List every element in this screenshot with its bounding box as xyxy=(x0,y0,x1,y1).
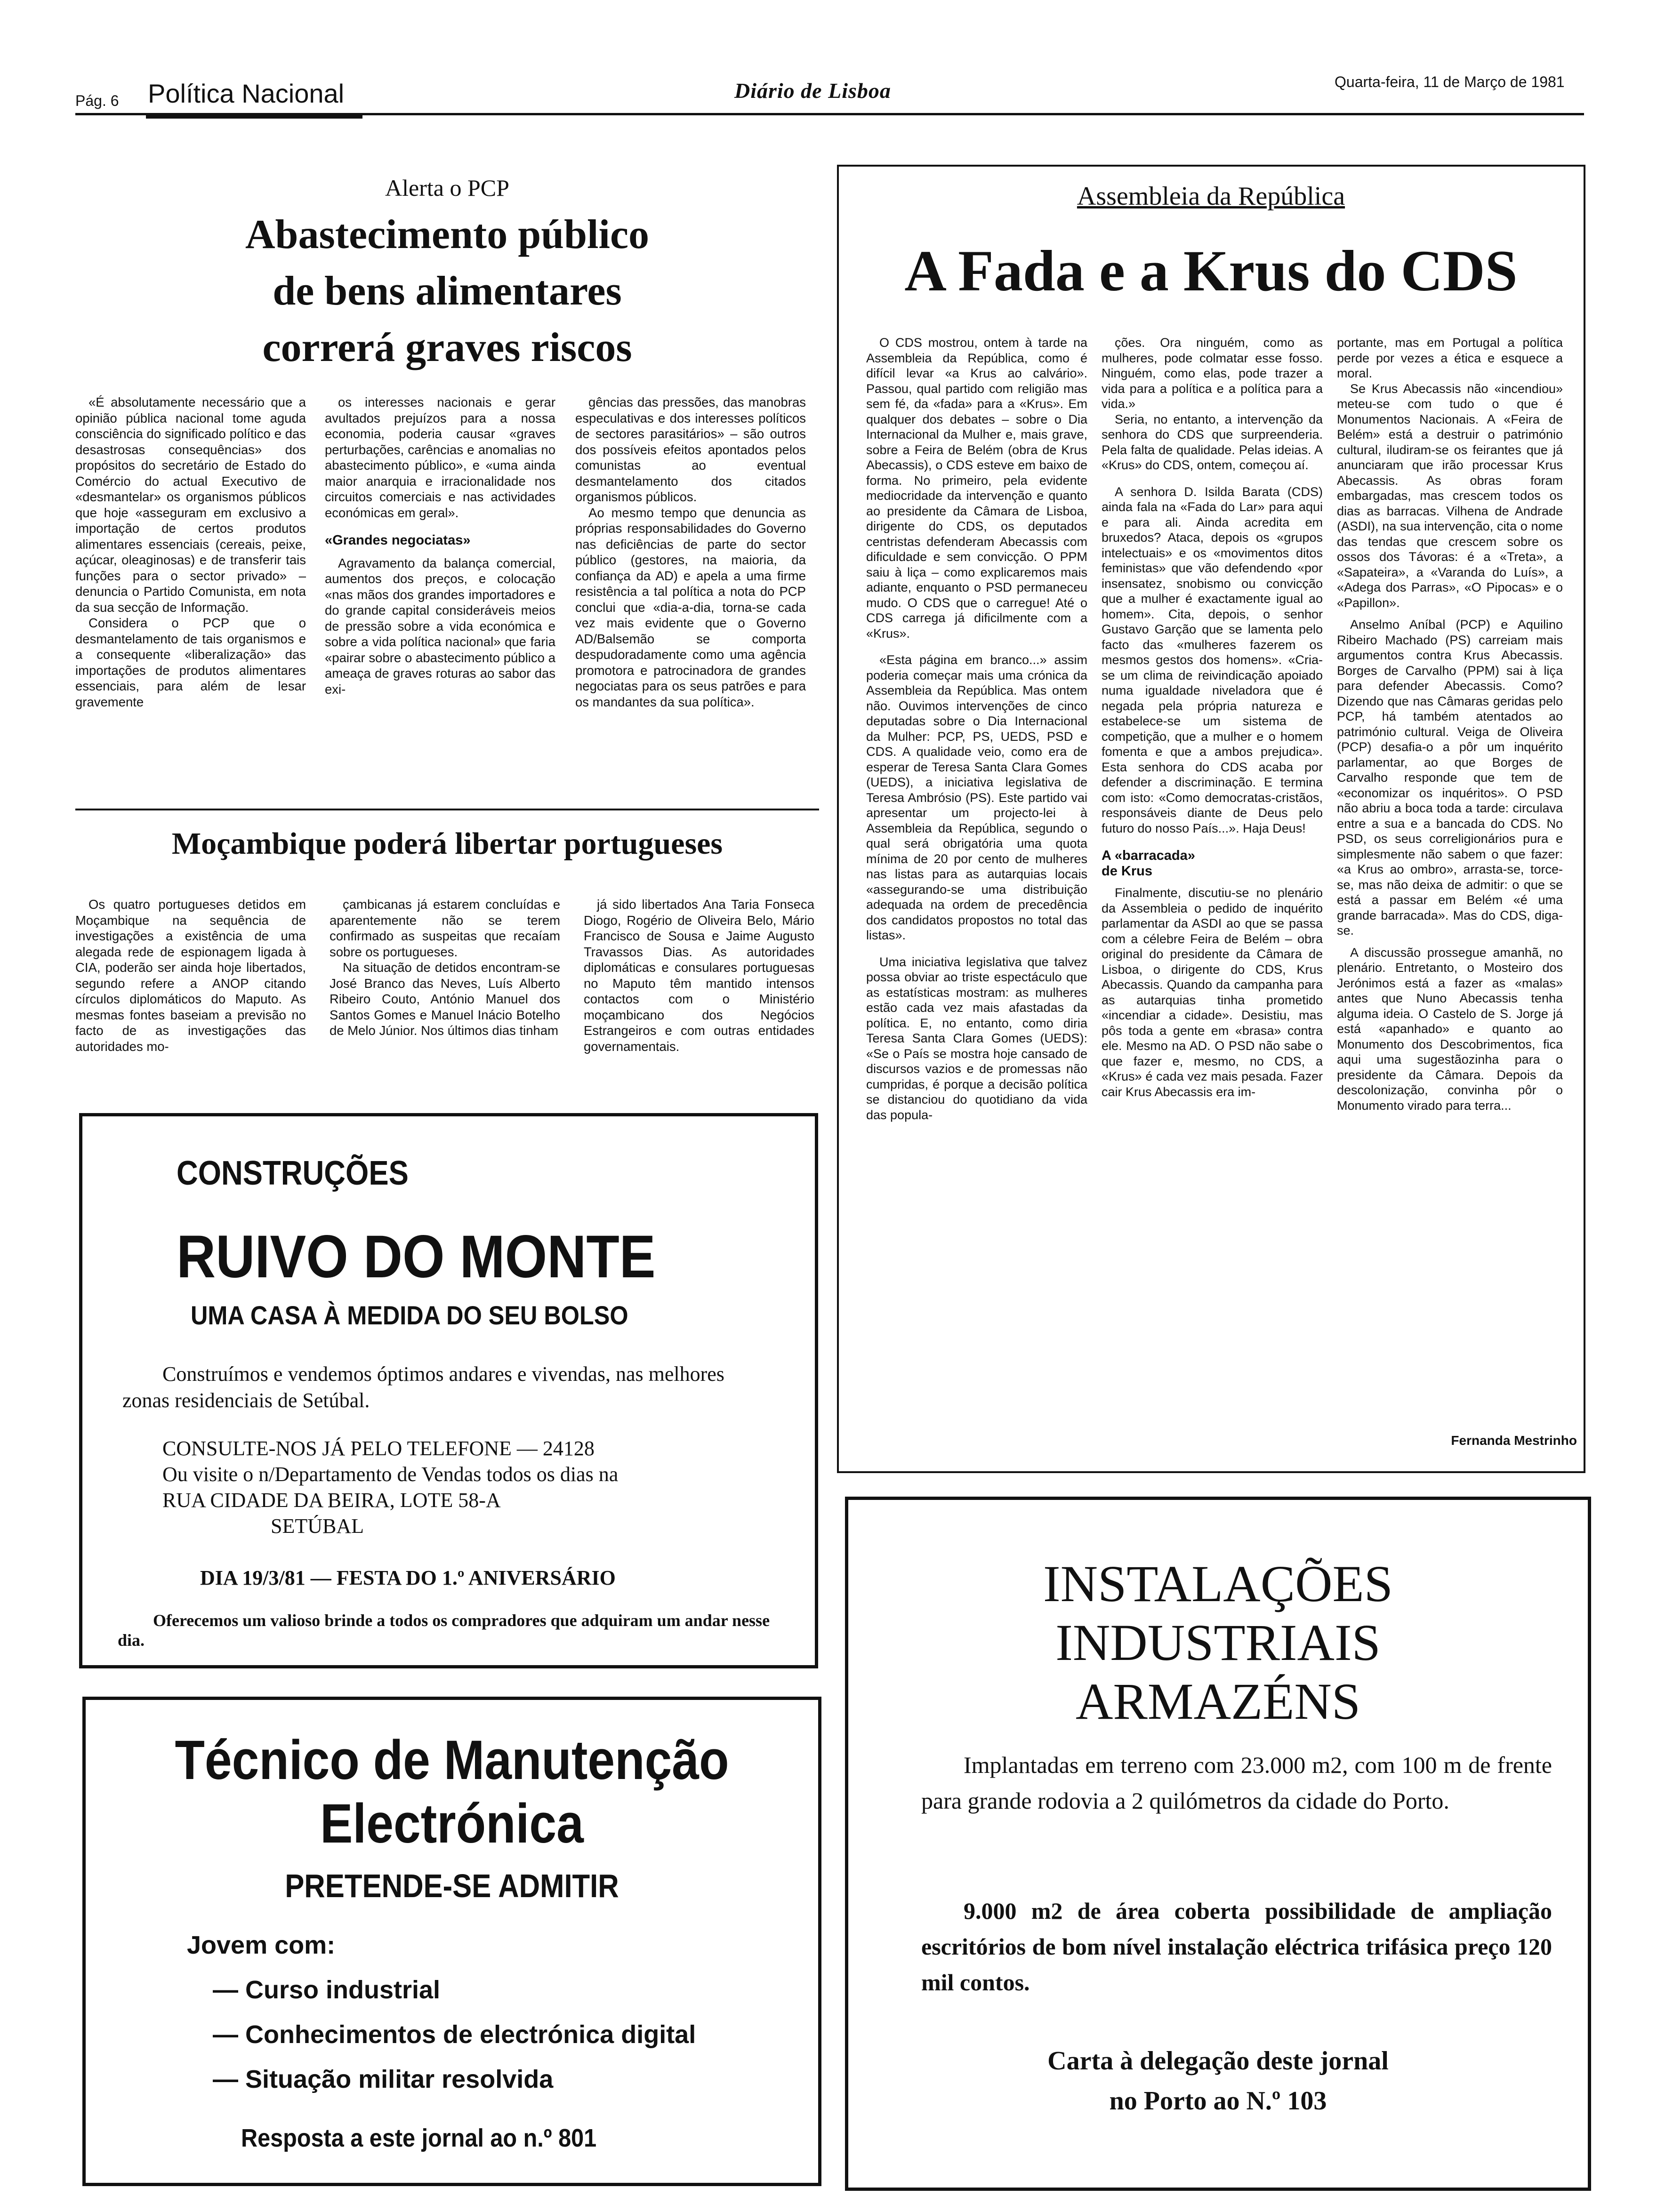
ad-ruivo-line-1: CONSTRUÇÕES xyxy=(177,1154,409,1192)
cds-column-1 xyxy=(866,335,1087,1122)
paragraph: O CDS mostrou, ontem à tarde na Assembleia da República, como é difícil levar «a Krus ao calvário». Passou, qual partido com religião mas sem fé, da «fada» para a «Krus». Em qualquer dos debates – sobre o Dia Internacional da Mulher e, mais grave, sobre a Feira de Belém (obra de Krus Abecassis), o CDS esteve em baixo de forma. No primeiro, pela evidente mediocridade da intervenção e quanto ao presidente da Câmara de Lisboa, dirigente do CDS, os deputados centristas defenderam Abecassis com dificuldade e sem convicção. O PPM saiu à liça – como explicaremos mais adiante, enquanto o PSD permaneceu mudo. O CDS que o carregue! Até o CDS carrega já dificilmente com a «Krus». xyxy=(866,336,1087,641)
mocambique-headline: Moçambique poderá libertar portugueses xyxy=(171,826,723,861)
ad-tecnico-manutencao xyxy=(82,1697,821,2186)
paragraph: Anselmo Aníbal (PCP) e Aquilino Ribeiro Machado (PS) carreiam mais argumentos contra Krus Abecassis. Borges de Carvalho (PPM) sai à liça para defender Abecassis. Como? Dizendo que nas Câmaras geridas pelo PCP, há também atentados ao património cultural. Veiga de Oliveira (PCP) desafia-o a pôr um inquérito parlamentar, ao que Borges de Carvalho responde que tem de «economizar os inquéritos». O PSD não abriu a boca toda a tarde: circulava entre a sua e a bancada do CDS. No PSD, os seus correligionários pura e simplesmente não sabem o que fazer: «a Krus ao ombro», arrasta-se, torce-se, mas não deixa de admitir: o que se está a passar em Belém «é uma grande barracada». Mas do CDS, diga-se. xyxy=(1337,617,1563,938)
mocambique-column-2 xyxy=(330,897,560,1039)
paragraph: Ao mesmo tempo que denuncia as próprias responsabilidades do Governo nas deficiências de parte do sector público (gestores, na maioria, da confiança da AD) e apela a uma firme resistência a tal política a nota do PCP conclui que «dia-a-dia, torna-se cada vez mais evidente que o Governo AD/Balsemão se comporta despudoradamente como uma agência promotora e patrocinadora de grandes negociatas para os seus patrões e para os mandantes da sua política». xyxy=(575,505,806,709)
ad-instalacoes-title-1: INSTALAÇÕES xyxy=(1043,1555,1393,1612)
pcp-subhead: «Grandes negociatas» xyxy=(325,533,471,548)
paragraph: portante, mas em Portugal a política perde por vezes a ética e esquece a moral. xyxy=(1337,336,1563,380)
paragraph: Se Krus Abecassis não «incendiou» meteu-se com tudo o que é Monumentos Nacionais. A «Feira de Belém» está a destruir o património cultural, iludiram-se os feirantes que já anunciaram que irão processar Krus Abecassis. As obras foram embargadas, mas crescem todos os dias as barracas. Vilhena de Andrade (ASDI), na sua intervenção, cita o nome das tendas que crescem sobre os ossos dos Távoras: é a «Treta», a «Sapateira», a «Varanda do Luís», a «Adega dos Parras», «O Pipocas» e o «Papillon». xyxy=(1337,381,1563,610)
ad-ruivo-line-2: RUIVO DO MONTE xyxy=(177,1223,656,1290)
ad-tecnico-reply: Resposta a este jornal ao n.º 801 xyxy=(241,2124,597,2152)
ad-instalacoes-title-2: INDUSTRIAIS xyxy=(1055,1614,1381,1671)
ad-instalacoes-body-1: Implantadas em terreno com 23.000 m2, com 100 m de frente para grande rodovia a 2 quilómetros da cidade do Porto. xyxy=(921,1752,1552,1814)
ad-tecnico-req-3: — Situação militar resolvida xyxy=(213,2065,554,2093)
paragraph: «É absolutamente necessário que a opinião pública nacional tome aguda consciência do significado político e das desastrosas consequências» dos propósitos do secretário de Estado do Comércio do actual Executivo de «desmantelar» os organismos públicos que hoje «asseguram em exclusivo a importação de certos produtos alimentares essenciais (cereais, peixe, açúcar, oleaginosas) e de transferir tais funções para o sector privado» – denuncia o Partido Comunista, em nota da sua secção de Informação. xyxy=(75,395,306,615)
cds-subhead-line-2: de Krus xyxy=(1102,863,1152,879)
pcp-column-2 xyxy=(325,394,555,697)
cds-kicker: Assembleia da República xyxy=(1077,182,1345,211)
ad-tecnico-req-intro: Jovem com: xyxy=(187,1931,336,1959)
cds-byline: Fernanda Mestrinho xyxy=(1451,1433,1577,1448)
ad-ruivo-contact-3: RUA CIDADE DA BEIRA, LOTE 58-A xyxy=(162,1489,501,1512)
ad-ruivo-contact-4: SETÚBAL xyxy=(271,1515,364,1538)
paragraph: ções. Ora ninguém, como as mulheres, pode colmatar esse fosso. Ninguém, como elas, pode trazer a vida para a política e a política para a vida.» xyxy=(1102,336,1323,411)
ad-tecnico-title-1: Técnico de Manutenção xyxy=(175,1729,729,1791)
paragraph: Considera o PCP que o desmantelamento de tais organismos e a consequente «liberalização» das importações de produtos alimentares essenciais, para além de lesar gravemente xyxy=(75,616,306,709)
paragraph: Finalmente, discutiu-se no plenário da Assembleia o pedido de inquérito parlamentar da ASDI ao que se passa com a célebre Feira de Belém – obra original do presidente da Câmara de Lisboa, o dirigente do CDS, Krus Abecassis. Quando da campanha para as autarquias tinha prometido «incendiar a cidade». Desistiu, mas pôs toda a gente em «brasa» contra ele. Mesmo na AD. O PSD não sabe o que fazer e, mesmo, no CDS, a «Krus» é cada vez mais pesada. Fazer cair Krus Abecassis era im- xyxy=(1102,886,1323,1099)
ad-ruivo-line-3: UMA CASA À MEDIDA DO SEU BOLSO xyxy=(191,1300,628,1330)
cds-column-3 xyxy=(1337,335,1563,1113)
ad-ruivo-offer: Oferecemos um valioso brinde a todos os compradores que adquiram um andar nesse dia. xyxy=(118,1611,770,1650)
paragraph: çambicanas já estarem concluídas e aparentemente não se terem confirmado as suspeitas que recaíam sobre os portugueses. xyxy=(330,897,560,959)
newspaper-name: Diário de Lisboa xyxy=(734,79,891,103)
ad-ruivo-body: Construímos e vendemos óptimos andares e vivendas, nas melhores zonas residenciais de Setúbal. xyxy=(122,1362,724,1412)
ad-instalacoes-reply-1: Carta à delegação deste jornal xyxy=(1047,2046,1389,2076)
ad-ruivo-festa: DIA 19/3/81 — FESTA DO 1.º ANIVERSÁRIO xyxy=(200,1566,616,1589)
paragraph: gências das pressões, das manobras especulativas e dos interesses políticos de sectores parasitários» – são outros dos possíveis efeitos apontados pelos comunistas ao eventual desmantelamento dos citados organismos públicos. xyxy=(575,395,806,504)
paragraph: Os quatro portugueses detidos em Moçambique na sequência de investigações a existência de uma alegada rede de espionagem ligada à CIA, poderão ser ainda hoje libertados, segundo refere a ANOP citando círculos diplomáticos do Maputo. As mesmas fontes baseiam a previsão no facto de as investigações das autoridades mo- xyxy=(75,897,306,1054)
ad-tecnico-req-2: — Conhecimentos de electrónica digital xyxy=(213,2020,696,2049)
paragraph: Uma iniciativa legislativa que talvez possa obviar ao triste espectáculo que as estatísticas mostram: as mulheres estão cada vez mais afastadas da política. E, no entanto, como diria Teresa Santa Clara Gomes (UEDS): «Se o País se mostra hoje cansado de discursos vazios e de promessas não cumpridas, é porque a decisão política se distanciou do quotidiano da vida das popula- xyxy=(866,954,1087,1122)
pcp-headline-line-1: Abastecimento público xyxy=(245,212,649,257)
ad-ruivo-contact-1: CONSULTE-NOS JÁ PELO TELEFONE — 24128 xyxy=(162,1437,595,1460)
cds-headline: A Fada e a Krus do CDS xyxy=(904,239,1518,303)
ad-tecnico-title-2: Electrónica xyxy=(320,1793,584,1855)
ad-ruivo-contact-2: Ou visite o n/Departamento de Vendas todos os dias na xyxy=(162,1463,619,1486)
ad-instalacoes-title-3: ARMAZÉNS xyxy=(1075,1673,1361,1730)
cds-subhead-line-1: A «barracada» xyxy=(1102,848,1195,863)
paragraph: A senhora D. Isilda Barata (CDS) ainda fala na «Fada do Lar» para aqui e para ali. Ainda acredita em bruxedos? Ataca, depois os «grupos intelectuais» e os «movimentos ditos feministas» que vão defendendo «por insensatez, snobismo ou convicção que a mulher é exactamente igual ao homem». Cita, depois, o senhor Gustavo Garção que se lamenta pelo facto das «mulheres fazerem os mesmos gestos dos homens». «Cria-se um clima de reivindicação apoiado numa igualdade niveladora que é negada pela própria natureza e estabelece-se um sistema de competição, que a mulher e o homem fomenta e que a ambos prejudica». Esta senhora do CDS acaba por defender a discriminação. E termina com isto: «Como democratas-cristãos, responsáveis diante de Deus pelo futuro do nosso País...». Haja Deus! xyxy=(1102,484,1323,835)
paragraph: os interesses nacionais e gerar avultados prejuízos para a nossa economia, poderia causar «graves perturbações, carências e anomalias no abastecimento público», e «uma ainda maior anarquia e irracionalidade nos circuitos comerciais e nas actividades económicas em geral». xyxy=(325,395,555,520)
pcp-kicker: Alerta o PCP xyxy=(385,175,509,201)
ad-ruivo-do-monte xyxy=(79,1113,818,1668)
paragraph: Agravamento da balança comercial, aumentos dos preços, e colocação «nas mãos dos grandes importadores e do grande capital consideráveis meios de pressão sobre a vida económica e sobre a vida política nacional» que faria «pairar sobre o abastecimento público a ameaça de graves roturas ao sabor das exi- xyxy=(325,555,555,697)
paragraph: já sido libertados Ana Taria Fonseca Diogo, Rogério de Oliveira Belo, Mário Francisco de Sousa e Jaime Augusto Travassos Dias. As autoridades diplomáticas e consulares portuguesas no Maputo têm mantido intensos contactos com o Ministério moçambicano dos Negócios Estrangeiros e com outras entidades governamentais. xyxy=(584,897,814,1054)
header-rule-thick xyxy=(146,113,362,119)
ad-instalacoes-reply-2: no Porto ao N.º 103 xyxy=(1109,2086,1327,2116)
mocambique-column-3 xyxy=(584,897,814,1054)
pcp-column-3 xyxy=(575,394,806,710)
paragraph: Na situação de detidos encontram-se José Branco das Neves, Luís Alberto Ribeiro Couto, António Manuel dos Santos Gomes e Manuel Inácio Botelho de Melo Júnior. Nos últimos dias tinham xyxy=(330,960,560,1038)
ad-instalacoes-body-2: 9.000 m2 de área coberta possibilidade de ampliação escritórios de bom nível instalação eléctrica trifásica preço 120 mil contos. xyxy=(921,1898,1552,1996)
issue-date: Quarta-feira, 11 de Março de 1981 xyxy=(1335,73,1565,90)
paragraph: A discussão prossegue amanhã, no plenário. Entretanto, o Mosteiro dos Jerónimos está a fazer as «malas» antes que Nuno Abecassis tenha alguma ideia. O Castelo de S. Jorge já está «apanhado» e quanto ao Monumento dos Descobrimentos, fica aqui uma sugestãozinha para o presidente da Câmara. Depois da descolonização, convinha pôr o Monumento virado para terra... xyxy=(1337,945,1563,1113)
ad-tecnico-req-1: — Curso industrial xyxy=(213,1976,441,2004)
section-title: Política Nacional xyxy=(148,79,345,108)
page-number: Pág. 6 xyxy=(75,92,119,109)
ad-instalacoes-industriais xyxy=(845,1497,1591,2191)
section-divider xyxy=(75,809,819,810)
cds-column-2 xyxy=(1102,335,1323,1099)
ad-tecnico-subtitle: PRETENDE-SE ADMITIR xyxy=(285,1867,619,1904)
pcp-column-1 xyxy=(75,394,306,710)
paragraph: «Esta página em branco...» assim poderia começar mais uma crónica da Assembleia da República. Mas ontem não. Ouvimos intervenções de cinco deputadas sobre o Dia Internacional da Mulher: PCP, PS, UEDS, PSD e CDS. A qualidade veio, como era de esperar de Teresa Santa Clara Gomes (UEDS), a iniciativa legislativa de Teresa Ambrósio (PS). Este partido vai apresentar um projecto-lei à Assembleia da República, segundo o qual será obrigatória uma quota mínima de 20 por cento de mulheres nas listas para as autarquias locais «assegurando-se uma distribuição adequada na ordem de precedência dos candidatos propostos no total das listas». xyxy=(866,653,1087,942)
paragraph: Seria, no entanto, a intervenção da senhora do CDS que surpreenderia. Pela falta de qualidade. Pelas ideias. A «Krus» do CDS, ontem, começou aí. xyxy=(1102,412,1323,472)
mocambique-column-1 xyxy=(75,897,306,1054)
pcp-headline-line-2: de bens alimentares xyxy=(273,268,622,314)
pcp-headline-line-3: correrá graves riscos xyxy=(262,325,632,370)
